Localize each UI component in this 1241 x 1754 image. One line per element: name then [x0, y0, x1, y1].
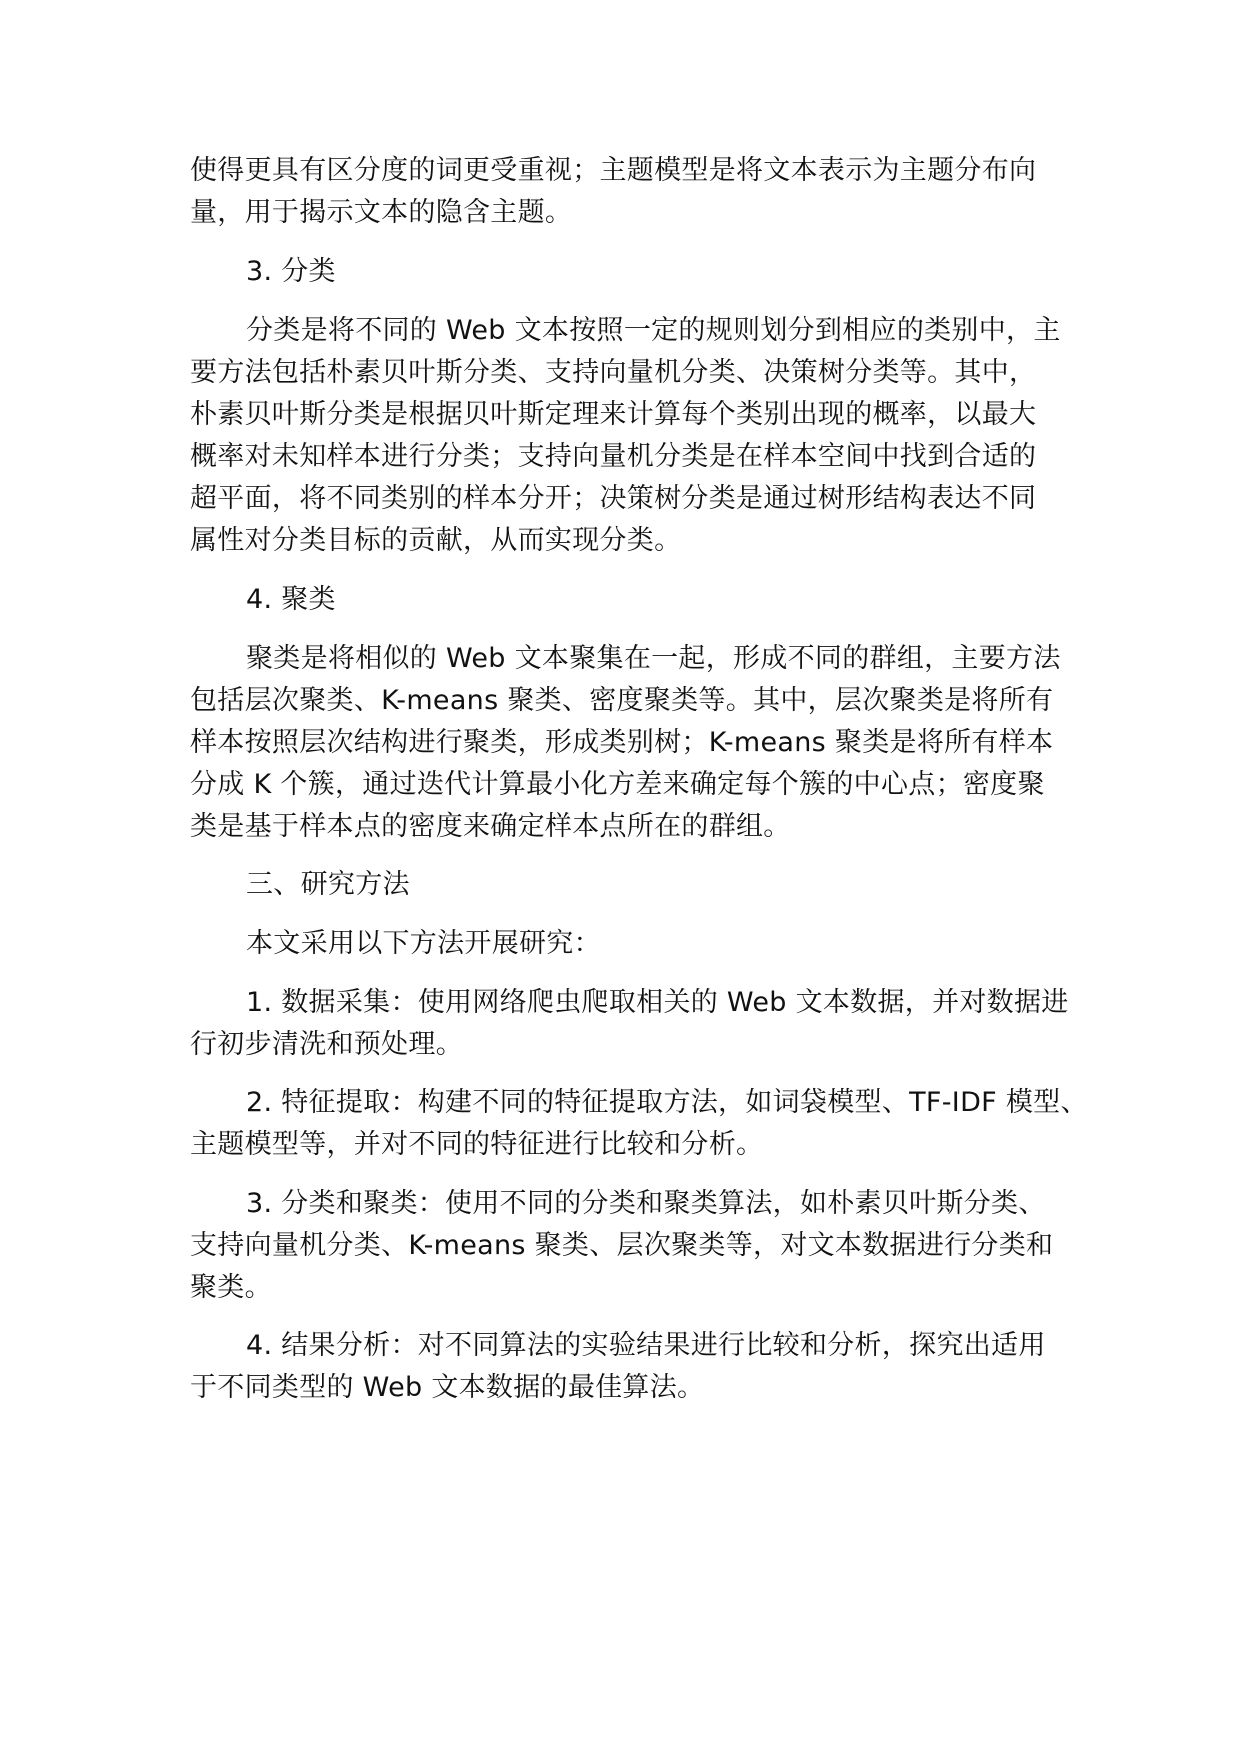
paragraph-line: 属性对分类目标的贡献，从而实现分类。: [190, 525, 682, 556]
section-heading: 3. 分类: [246, 256, 336, 287]
list-item-line: 4. 结果分析：对不同算法的实验结果进行比较和分析，探究出适用: [246, 1330, 1046, 1361]
list-item-line: 1. 数据采集：使用网络爬虫爬取相关的 Web 文本数据，并对数据进: [246, 987, 1069, 1018]
paragraph-line: 分成 K 个簇，通过迭代计算最小化方差来确定每个簇的中心点；密度聚: [190, 769, 1045, 800]
list-item-line: 2. 特征提取：构建不同的特征提取方法，如词袋模型、TF-IDF 模型、: [246, 1087, 1088, 1118]
list-item-line: 3. 分类和聚类：使用不同的分类和聚类算法，如朴素贝叶斯分类、: [246, 1188, 1046, 1219]
list-item-line: 行初步清洗和预处理。: [190, 1029, 463, 1060]
list-item-line: 主题模型等，并对不同的特征进行比较和分析。: [190, 1129, 764, 1160]
paragraph-line: 聚类是将相似的 Web 文本聚集在一起，形成不同的群组，主要方法: [246, 643, 1061, 674]
paragraph-line: 包括层次聚类、K-means 聚类、密度聚类等。其中，层次聚类是将所有: [190, 685, 1054, 716]
paragraph-line: 本文采用以下方法开展研究：: [246, 928, 601, 959]
paragraph-line: 使得更具有区分度的词更受重视；主题模型是将文本表示为主题分布向: [190, 155, 1037, 186]
section-heading: 三、研究方法: [246, 869, 410, 900]
paragraph-line: 类是基于样本点的密度来确定样本点所在的群组。: [190, 811, 791, 842]
list-item-line: 聚类。: [190, 1272, 272, 1303]
section-heading: 4. 聚类: [246, 584, 336, 615]
paragraph-line: 概率对未知样本进行分类；支持向量机分类是在样本空间中找到合适的: [190, 441, 1037, 472]
list-item-line: 支持向量机分类、K-means 聚类、层次聚类等，对文本数据进行分类和: [190, 1230, 1054, 1261]
paragraph-line: 超平面，将不同类别的样本分开；决策树分类是通过树形结构表达不同: [190, 483, 1037, 514]
list-item-line: 于不同类型的 Web 文本数据的最佳算法。: [190, 1372, 705, 1403]
paragraph-line: 量，用于揭示文本的隐含主题。: [190, 197, 573, 228]
paragraph-line: 样本按照层次结构进行聚类，形成类别树；K-means 聚类是将所有样本: [190, 727, 1054, 758]
paragraph-line: 朴素贝叶斯分类是根据贝叶斯定理来计算每个类别出现的概率，以最大: [190, 399, 1037, 430]
paragraph-line: 要方法包括朴素贝叶斯分类、支持向量机分类、决策树分类等。其中，: [190, 357, 1037, 388]
paragraph-line: 分类是将不同的 Web 文本按照一定的规则划分到相应的类别中，主: [246, 315, 1061, 346]
